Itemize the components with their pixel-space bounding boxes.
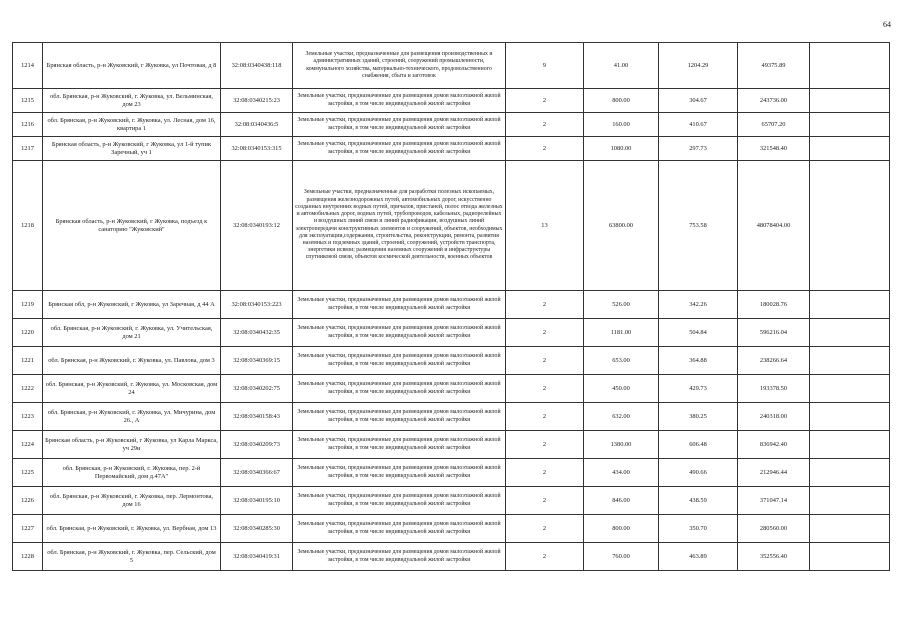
row-number-cell: 1225 xyxy=(13,459,43,487)
row-number-cell: 1216 xyxy=(13,113,43,137)
table-row xyxy=(13,137,890,161)
cadastral-value-cell: 321548.40 xyxy=(738,137,810,161)
specific-value-cell: 1204.29 xyxy=(659,43,738,89)
use-group-cell: 2 xyxy=(506,113,584,137)
empty-cell xyxy=(810,515,890,543)
area-cell: 846.00 xyxy=(584,487,659,515)
specific-value-cell: 504.84 xyxy=(659,319,738,347)
cadastral-value-cell: 212946.44 xyxy=(738,459,810,487)
land-use-cell: Земельные участки, предназначенные для размещения домов малоэтажной жилой застройки, в том числе индивидуальной жилой застройки xyxy=(293,543,506,571)
area-cell: 1181.00 xyxy=(584,319,659,347)
cadastral-value-cell: 836942.40 xyxy=(738,431,810,459)
land-registry-table xyxy=(12,42,890,571)
land-use-cell: Земельные участки, предназначенные для разработки полезных ископаемых, размещения железнодорожных путей, автомобильных дорог, искусственно созданных внутренних водных путей, причалов, пристаней, полос отвода железных и автомобильных дорог, водных путей, трубопроводов, кабельных, радиорелейных и воздушных линий связи и линий радиофикации, воздушных линий электропередачи конструктивных элементов и сооружений, объектов, необходимых для эксплуатации,содержания, строительства, реконструкции, ремонта, развития наземных и подземных зданий, строений, сооружений, устройств транспорта, энергетики исвязи; размещения наземных сооружений и инфраструктуры спутниковой связи, объектов космической деятельности, военных объектов xyxy=(293,161,506,291)
cadastral-value-cell: 238266.64 xyxy=(738,347,810,375)
cadastral-number-cell: 32:08:0340369:15 xyxy=(221,347,293,375)
table-row xyxy=(13,487,890,515)
table-row xyxy=(13,161,890,291)
empty-cell xyxy=(810,459,890,487)
empty-cell xyxy=(810,543,890,571)
cadastral-number-cell: 32:08:0340209:73 xyxy=(221,431,293,459)
use-group-cell: 2 xyxy=(506,375,584,403)
area-cell: 760.00 xyxy=(584,543,659,571)
area-cell: 653.00 xyxy=(584,347,659,375)
specific-value-cell: 304.67 xyxy=(659,89,738,113)
table-row xyxy=(13,43,890,89)
cadastral-value-cell: 371047.14 xyxy=(738,487,810,515)
area-cell: 1380.00 xyxy=(584,431,659,459)
row-number-cell: 1224 xyxy=(13,431,43,459)
address-cell: обл. Брянская, р-н Жуковский, г. Жуковка, ул. Вербная, дом 13 xyxy=(43,515,221,543)
row-number-cell: 1223 xyxy=(13,403,43,431)
use-group-cell: 2 xyxy=(506,347,584,375)
land-use-cell: Земельные участки, предназначенные для размещения домов малоэтажной жилой застройки, в том числе индивидуальной жилой застройки xyxy=(293,459,506,487)
cadastral-value-cell: 49375.89 xyxy=(738,43,810,89)
land-use-cell: Земельные участки, предназначенные для размещения домов малоэтажной жилой застройки, в том числе индивидуальной жилой застройки xyxy=(293,113,506,137)
row-number-cell: 1214 xyxy=(13,43,43,89)
use-group-cell: 2 xyxy=(506,543,584,571)
area-cell: 800.00 xyxy=(584,89,659,113)
page-number: 64 xyxy=(883,20,891,29)
cadastral-value-cell: 193378.50 xyxy=(738,375,810,403)
land-use-cell: Земельные участки, предназначенные для размещения домов малоэтажной жилой застройки, в том числе индивидуальной жилой застройки xyxy=(293,375,506,403)
empty-cell xyxy=(810,89,890,113)
cadastral-value-cell: 352556.40 xyxy=(738,543,810,571)
address-cell: обл. Брянская, р-н Жуковский, г. Жуковка, ул. Мичурина, дом 26., А xyxy=(43,403,221,431)
table-row xyxy=(13,543,890,571)
address-cell: Брянская область, р-н Жуковский, г Жуковка, ул Карла Маркса, уч 29и xyxy=(43,431,221,459)
table-row xyxy=(13,431,890,459)
empty-cell xyxy=(810,375,890,403)
area-cell: 1080.00 xyxy=(584,137,659,161)
table-row xyxy=(13,459,890,487)
use-group-cell: 2 xyxy=(506,137,584,161)
row-number-cell: 1217 xyxy=(13,137,43,161)
table-row xyxy=(13,113,890,137)
table-row xyxy=(13,89,890,113)
specific-value-cell: 463.89 xyxy=(659,543,738,571)
empty-cell xyxy=(810,487,890,515)
specific-value-cell: 438.59 xyxy=(659,487,738,515)
land-use-cell: Земельные участки, предназначенные для размещения домов малоэтажной жилой застройки, в том числе индивидуальной жилой застройки xyxy=(293,137,506,161)
row-number-cell: 1220 xyxy=(13,319,43,347)
address-cell: Брянская область, р-н Жуковский, г Жуковка, подъезд к санаторию "Жуковский" xyxy=(43,161,221,291)
empty-cell xyxy=(810,137,890,161)
land-use-cell: Земельные участки, предназначенные для размещения домов малоэтажной жилой застройки, в том числе индивидуальной жилой застройки xyxy=(293,487,506,515)
cadastral-number-cell: 32:08:0340436:5 xyxy=(221,113,293,137)
specific-value-cell: 429.73 xyxy=(659,375,738,403)
table-row xyxy=(13,319,890,347)
empty-cell xyxy=(810,319,890,347)
area-cell: 434.00 xyxy=(584,459,659,487)
empty-cell xyxy=(810,403,890,431)
cadastral-number-cell: 32:08:0340215:23 xyxy=(221,89,293,113)
empty-cell xyxy=(810,43,890,89)
use-group-cell: 2 xyxy=(506,487,584,515)
specific-value-cell: 342.26 xyxy=(659,291,738,319)
area-cell: 63800.00 xyxy=(584,161,659,291)
use-group-cell: 2 xyxy=(506,319,584,347)
use-group-cell: 13 xyxy=(506,161,584,291)
empty-cell xyxy=(810,431,890,459)
use-group-cell: 9 xyxy=(506,43,584,89)
table-row xyxy=(13,375,890,403)
address-cell: обл. Брянская, р-н Жуковский, г. Жуковка, пер. Лермонтова, дом 16 xyxy=(43,487,221,515)
table-row xyxy=(13,347,890,375)
land-use-cell: Земельные участки, предназначенные для размещения домов малоэтажной жилой застройки, в том числе индивидуальной жилой застройки xyxy=(293,403,506,431)
area-cell: 526.00 xyxy=(584,291,659,319)
row-number-cell: 1222 xyxy=(13,375,43,403)
cadastral-value-cell: 240318.00 xyxy=(738,403,810,431)
table-body xyxy=(13,43,890,571)
address-cell: обл. Брянская, р-н Жуковский, г. Жуковка, ул. Вельминская, дом 23 xyxy=(43,89,221,113)
address-cell: обл. Брянская, р-н Жуковский, г. Жуковка, ул. Московская, дом 24 xyxy=(43,375,221,403)
row-number-cell: 1227 xyxy=(13,515,43,543)
use-group-cell: 2 xyxy=(506,89,584,113)
cadastral-number-cell: 32:08:0340193:12 xyxy=(221,161,293,291)
cadastral-value-cell: 180028.76 xyxy=(738,291,810,319)
cadastral-value-cell: 48078404.00 xyxy=(738,161,810,291)
area-cell: 160.00 xyxy=(584,113,659,137)
table-row xyxy=(13,403,890,431)
cadastral-number-cell: 32:08:0340285:30 xyxy=(221,515,293,543)
land-use-cell: Земельные участки, предназначенные для размещения домов малоэтажной жилой застройки, в том числе индивидуальной жилой застройки xyxy=(293,431,506,459)
cadastral-number-cell: 32:08:0340366:67 xyxy=(221,459,293,487)
row-number-cell: 1226 xyxy=(13,487,43,515)
cadastral-number-cell: 32:08:0340153:315 xyxy=(221,137,293,161)
land-use-cell: Земельные участки, предназначенные для размещения домов малоэтажной жилой застройки, в том числе индивидуальной жилой застройки xyxy=(293,347,506,375)
land-use-cell: Земельные участки, предназначенные для размещения домов малоэтажной жилой застройки, в том числе индивидуальной жилой застройки xyxy=(293,319,506,347)
area-cell: 450.00 xyxy=(584,375,659,403)
cadastral-value-cell: 65707.20 xyxy=(738,113,810,137)
use-group-cell: 2 xyxy=(506,515,584,543)
address-cell: обл. Брянская, р-н Жуковский, г. Жуковка, ул. Павлова, дом 3 xyxy=(43,347,221,375)
use-group-cell: 2 xyxy=(506,291,584,319)
cadastral-value-cell: 596216.04 xyxy=(738,319,810,347)
area-cell: 632.00 xyxy=(584,403,659,431)
cadastral-number-cell: 32:08:0340202:75 xyxy=(221,375,293,403)
specific-value-cell: 606.48 xyxy=(659,431,738,459)
specific-value-cell: 364.88 xyxy=(659,347,738,375)
use-group-cell: 2 xyxy=(506,431,584,459)
cadastral-number-cell: 32:08:0340153:223 xyxy=(221,291,293,319)
land-use-cell: Земельные участки, предназначенные для размещения домов малоэтажной жилой застройки, в том числе индивидуальной жилой застройки xyxy=(293,515,506,543)
area-cell: 41.00 xyxy=(584,43,659,89)
specific-value-cell: 410.67 xyxy=(659,113,738,137)
row-number-cell: 1219 xyxy=(13,291,43,319)
land-use-cell: Земельные участки, предназначенные для размещения домов малоэтажной жилой застройки, в том числе индивидуальной жилой застройки xyxy=(293,291,506,319)
cadastral-number-cell: 32:08:0340195:10 xyxy=(221,487,293,515)
cadastral-number-cell: 32:08:0340432:35 xyxy=(221,319,293,347)
land-use-cell: Земельные участки, предназначенные для размещения домов малоэтажной жилой застройки, в том числе индивидуальной жилой застройки xyxy=(293,89,506,113)
row-number-cell: 1228 xyxy=(13,543,43,571)
empty-cell xyxy=(810,113,890,137)
address-cell: Брянская область, р-н Жуковский, г Жуковка, ул Почтовая, д 8 xyxy=(43,43,221,89)
use-group-cell: 2 xyxy=(506,403,584,431)
use-group-cell: 2 xyxy=(506,459,584,487)
cadastral-number-cell: 32:08:0340419:31 xyxy=(221,543,293,571)
row-number-cell: 1218 xyxy=(13,161,43,291)
address-cell: обл. Брянская, р-н Жуковский, г. Жуковка, ул. Лесная, дом 16, квартира 1 xyxy=(43,113,221,137)
address-cell: обл. Брянская, р-н Жуковский, г. Жуковка, ул. Учительская, дом 21 xyxy=(43,319,221,347)
specific-value-cell: 350.70 xyxy=(659,515,738,543)
address-cell: обл. Брянская, р-н Жуковский, г. Жуковка, пер. 2-й Первомайский, дом д.47А" xyxy=(43,459,221,487)
land-use-cell: Земельные участки, предназначенные для размещения производственных и административных зданий, строений, сооружений промышленности, коммунального хозяйства, материально-технического, продовольственного снабжения, сбыта и заготовок xyxy=(293,43,506,89)
table-row xyxy=(13,291,890,319)
specific-value-cell: 380.25 xyxy=(659,403,738,431)
address-cell: Брянская область, р-н Жуковский, г Жуковка, ул 1-й тупик Заречный, уч 1 xyxy=(43,137,221,161)
row-number-cell: 1221 xyxy=(13,347,43,375)
specific-value-cell: 753.58 xyxy=(659,161,738,291)
empty-cell xyxy=(810,161,890,291)
table-row xyxy=(13,515,890,543)
address-cell: Брянская обл, р-н Жуковский, г Жуковка, ул Заречная, д 44 А xyxy=(43,291,221,319)
cadastral-value-cell: 280560.00 xyxy=(738,515,810,543)
address-cell: обл. Брянская, р-н Жуковский, г. Жуковка, пер. Сельский, дом 5 xyxy=(43,543,221,571)
cadastral-number-cell: 32:08:0340158:43 xyxy=(221,403,293,431)
empty-cell xyxy=(810,291,890,319)
specific-value-cell: 297.73 xyxy=(659,137,738,161)
area-cell: 800.00 xyxy=(584,515,659,543)
cadastral-value-cell: 243736.00 xyxy=(738,89,810,113)
row-number-cell: 1215 xyxy=(13,89,43,113)
specific-value-cell: 490.66 xyxy=(659,459,738,487)
cadastral-number-cell: 32:08:0340438:118 xyxy=(221,43,293,89)
empty-cell xyxy=(810,347,890,375)
